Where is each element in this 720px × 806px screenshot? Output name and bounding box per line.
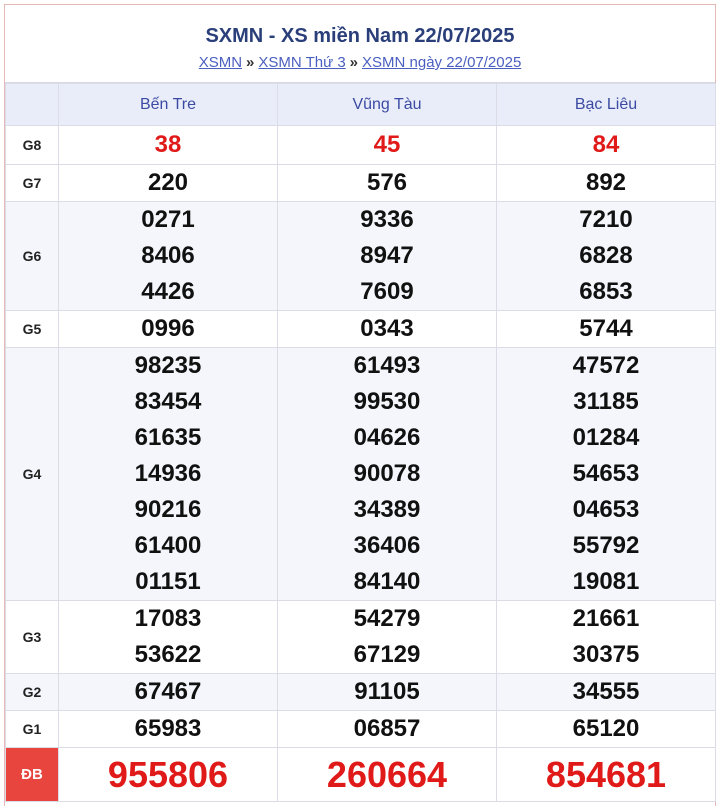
- prize-label: G5: [6, 311, 59, 348]
- winning-number: 98235: [134, 352, 202, 379]
- table-row: [6, 748, 716, 802]
- result-cell: [497, 674, 716, 711]
- prize-label: G7: [6, 165, 59, 202]
- breadcrumb-link-xsmn-date[interactable]: XSMN ngày 22/07/2025: [362, 54, 522, 71]
- winning-number: 21661: [572, 605, 640, 632]
- winning-number: 65120: [572, 715, 640, 742]
- winning-number: 6853: [579, 278, 633, 305]
- breadcrumb-separator: »: [246, 54, 255, 71]
- winning-number: 34555: [572, 678, 640, 705]
- table-row: [6, 202, 716, 311]
- winning-number: 31185: [573, 388, 639, 415]
- winning-number: 54279: [353, 605, 421, 632]
- winning-number: 14936: [134, 460, 202, 487]
- winning-number: 61400: [134, 532, 202, 559]
- winning-number: 38: [154, 131, 182, 158]
- result-cell: [278, 311, 497, 348]
- result-cell: [497, 711, 716, 748]
- winning-number: 54653: [572, 460, 640, 487]
- result-cell: [59, 311, 278, 348]
- column-header-prize: [6, 84, 59, 126]
- table-row: [6, 601, 716, 674]
- column-header-province: Vũng Tàu: [278, 84, 497, 126]
- winning-number: 90216: [134, 496, 202, 523]
- winning-number: 01151: [135, 568, 201, 595]
- winning-number: 576: [366, 169, 408, 196]
- winning-number: 61493: [353, 352, 421, 379]
- results-body: [6, 126, 716, 802]
- result-cell: [59, 674, 278, 711]
- prize-label: G8: [6, 126, 59, 165]
- winning-number: 99530: [353, 388, 421, 415]
- winning-number: 55792: [572, 532, 640, 559]
- table-row: [6, 311, 716, 348]
- winning-number: 30375: [572, 641, 640, 668]
- result-cell: [278, 126, 497, 165]
- prize-label: G3: [6, 601, 59, 674]
- winning-number: 0996: [141, 315, 195, 342]
- result-cell: [59, 202, 278, 311]
- winning-number: 01284: [572, 424, 640, 451]
- winning-number: 9336: [360, 206, 414, 233]
- result-cell: [59, 165, 278, 202]
- winning-number: 36406: [353, 532, 421, 559]
- winning-number: 04653: [572, 496, 640, 523]
- winning-number: 67129: [353, 641, 421, 668]
- prize-label: ĐB: [6, 748, 59, 802]
- table-header-row: [6, 84, 716, 126]
- results-panel: [4, 4, 716, 806]
- winning-number: 7609: [360, 278, 414, 305]
- winning-number: 84140: [353, 568, 421, 595]
- result-cell: [59, 126, 278, 165]
- result-cell: [497, 748, 716, 802]
- winning-number: 892: [585, 169, 627, 196]
- page-title: SXMN - XS miền Nam 22/07/2025: [205, 25, 515, 47]
- table-row: [6, 165, 716, 202]
- winning-number: 83454: [134, 388, 202, 415]
- winning-number: 955806: [107, 753, 229, 795]
- result-cell: [59, 711, 278, 748]
- breadcrumb: [5, 53, 715, 73]
- winning-number: 19081: [572, 568, 640, 595]
- column-header-province: Bến Tre: [59, 84, 278, 126]
- winning-number: 91105: [354, 678, 420, 705]
- winning-number: 260664: [326, 753, 448, 795]
- winning-number: 8406: [141, 242, 195, 269]
- result-cell: [278, 165, 497, 202]
- result-cell: [59, 348, 278, 601]
- result-cell: [278, 748, 497, 802]
- breadcrumb-link-xsmn[interactable]: XSMN: [198, 54, 243, 71]
- winning-number: 6828: [579, 242, 633, 269]
- table-row: [6, 126, 716, 165]
- prize-label: G6: [6, 202, 59, 311]
- breadcrumb-link-xsmn-thu-3[interactable]: XSMN Thứ 3: [258, 54, 346, 71]
- winning-number: 34389: [353, 496, 421, 523]
- winning-number: 84: [592, 131, 620, 158]
- winning-number: 17083: [134, 605, 202, 632]
- winning-number: 5744: [579, 315, 633, 342]
- winning-number: 61635: [134, 424, 202, 451]
- winning-number: 53622: [134, 641, 202, 668]
- winning-number: 4426: [141, 278, 195, 305]
- result-cell: [278, 348, 497, 601]
- winning-number: 854681: [545, 753, 667, 795]
- winning-number: 67467: [134, 678, 202, 705]
- result-cell: [497, 601, 716, 674]
- winning-number: 7210: [579, 206, 633, 233]
- breadcrumb-separator: »: [349, 54, 359, 71]
- column-header-province: Bạc Liêu: [497, 84, 716, 126]
- winning-number: 45: [373, 131, 401, 158]
- winning-number: 0271: [141, 206, 195, 233]
- result-cell: [278, 711, 497, 748]
- result-cell: [497, 202, 716, 311]
- winning-number: 06857: [353, 715, 421, 742]
- prize-label: G1: [6, 711, 59, 748]
- results-header: [5, 5, 715, 83]
- result-cell: [278, 601, 497, 674]
- table-row: [6, 348, 716, 601]
- result-cell: [59, 748, 278, 802]
- winning-number: 0343: [360, 315, 414, 342]
- winning-number: 220: [147, 169, 189, 196]
- prize-label: G2: [6, 674, 59, 711]
- result-cell: [497, 165, 716, 202]
- winning-number: 47572: [572, 352, 640, 379]
- prize-label: G4: [6, 348, 59, 601]
- result-cell: [497, 348, 716, 601]
- result-cell: [278, 202, 497, 311]
- table-row: [6, 674, 716, 711]
- result-cell: [497, 311, 716, 348]
- result-cell: [278, 674, 497, 711]
- table-row: [6, 711, 716, 748]
- result-cell: [497, 126, 716, 165]
- result-cell: [59, 601, 278, 674]
- winning-number: 90078: [353, 460, 421, 487]
- winning-number: 65983: [134, 715, 202, 742]
- winning-number: 8947: [360, 242, 414, 269]
- winning-number: 04626: [353, 424, 421, 451]
- results-table: [5, 83, 716, 802]
